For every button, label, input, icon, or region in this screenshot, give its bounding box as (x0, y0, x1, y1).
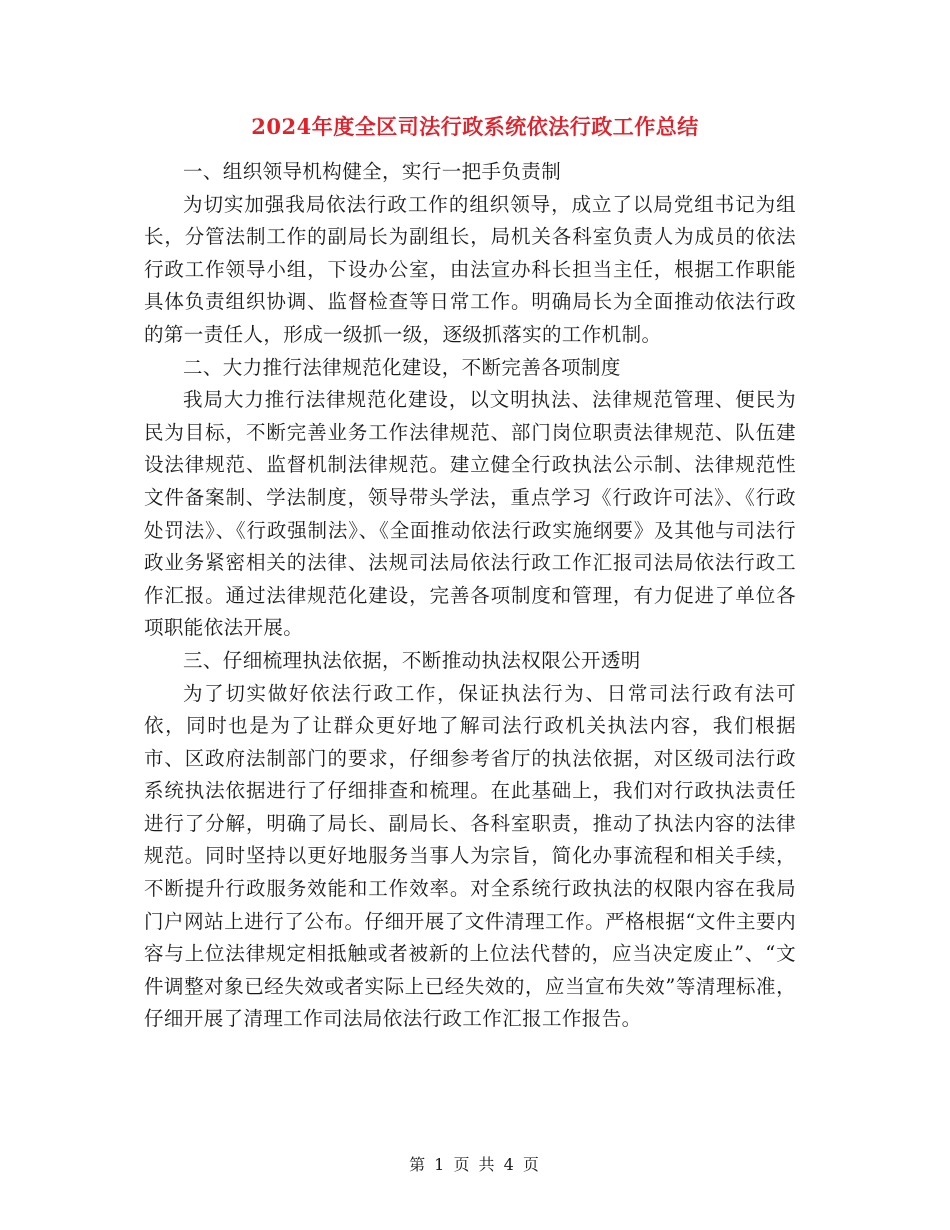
section-heading-3: 三、仔细梳理执法依据，不断推动执法权限公开透明 (183, 648, 641, 672)
document-title: 2024年度全区司法行政系统依法行政工作总结 (251, 114, 699, 139)
page-footer: 第 1 页 共 4 页 (409, 1155, 541, 1174)
section-heading-1: 一、组织领导机构健全，实行一把手负责制 (183, 160, 562, 183)
section-heading-2: 二、大力推行法律规范化建设，不断完善各项制度 (183, 355, 621, 379)
section-paragraph-2: 我局大力推行法律规范化建设，以文明执法、法律规范管理、便民为民为目标，不断完善业务工作法律规范、部门岗位职责法律规范、队伍建设法律规范、监督机制法律规范。建立健全行政执法公示制、法律规范性文件备案制、学法制度，领导带头学法，重点学习《行政许可法》、《行政处罚法》、《行政强制法》、《全面推动依法行政实施纲要》及其他与司法行政业务紧密相关的法律、法规司法局依法行政工作汇报司法局依法行政工作汇报。通过法律规范化建设，完善各项制度和管理，有力促进了单位各项职能依法开展。 (144, 388, 796, 640)
section-paragraph-1: 为切实加强我局依法行政工作的组织领导，成立了以局党组书记为组长，分管法制工作的副局长为副组长，局机关各科室负责人为成员的依法行政工作领导小组，下设办公室，由法宣办科长担当主任，根据工作职能具体负责组织协调、监督检查等日常工作。明确局长为全面推动依法行政的第一责任人，形成一级抓一级，逐级抓落实的工作机制。 (144, 192, 796, 346)
document-body (144, 156, 796, 1036)
section-paragraph-3: 为了切实做好依法行政工作，保证执法行为、日常司法行政有法可依，同时也是为了让群众更好地了解司法行政机关执法内容，我们根据市、区政府法制部门的要求，仔细参考省厅的执法依据，对区级司法行政系统执法依据进行了仔细排查和梳理。在此基础上，我们对行政执法责任进行了分解，明确了局长、副局长、各科室职责，推动了执法内容的法律规范。同时坚持以更好地服务当事人为宗旨，简化办事流程和相关手续，不断提升行政服务效能和工作效率。对全系统行政执法的权限内容在我局门户网站上进行了公布。仔细开展了文件清理工作。严格根据“文件主要内容与上位法律规定相抵触或者被新的上位法代替的，应当决定废止”、“文件调整对象已经失效或者实际上已经失效的，应当宣布失效”等清理标准，仔细开展了清理工作司法局依法行政工作汇报工作报告。 (144, 681, 796, 1031)
